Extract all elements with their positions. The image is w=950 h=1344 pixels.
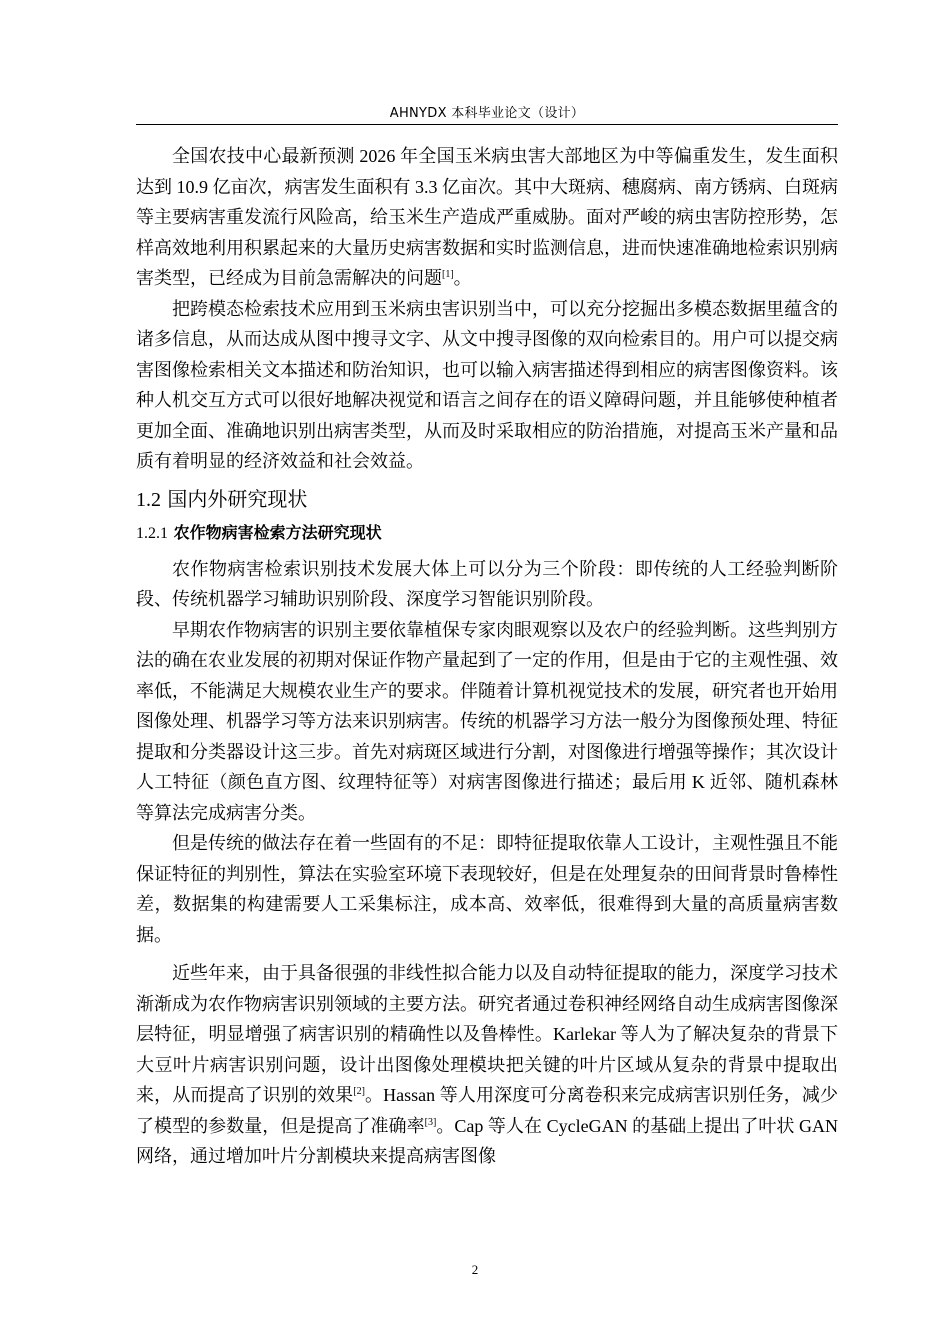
subsection-number: 1.2.1 bbox=[136, 524, 168, 542]
citation-3: [3] bbox=[424, 1116, 437, 1128]
running-header: AHNYDX 本科毕业论文（设计） bbox=[389, 106, 585, 121]
paragraph-4: 早期农作物病害的识别主要依靠植保专家肉眼观察以及农户的经验判断。这些判别方法的确在农业发展的初期对保证作物产量起到了一定的作用，但是由于它的主观性强、效率低，不能满足大规模农业生产的要求。伴随着计算机视觉技术的发展，研究者也开始用图像处理、机器学习等方法来识别病害。传统的机器学习方法一般分为图像预处理、特征提取和分类器设计这三步。首先对病斑区域进行分割，对图像进行增强等操作；其次设计人工特征（颜色直方图、纹理特征等）对病害图像进行描述；最后用 K 近邻、随机森林等算法完成病害分类。 bbox=[136, 619, 838, 823]
paragraph-6 bbox=[136, 958, 838, 1172]
subsection-title: 农作物病害检索方法研究现状 bbox=[173, 522, 382, 542]
section-title: 国内外研究现状 bbox=[167, 486, 308, 511]
paragraph-1 bbox=[136, 141, 838, 294]
paragraph-gap bbox=[136, 950, 838, 958]
paragraph-1-tail: 。 bbox=[453, 268, 472, 288]
header-rule bbox=[136, 124, 838, 125]
subsection-heading-1-2-1 bbox=[136, 519, 838, 548]
paragraph-5: 但是传统的做法存在着一些固有的不足：即特征提取依靠人工设计，主观性强且不能保证特征的判别性，算法在实验室环境下表现较好，但是在处理复杂的田间背景时鲁棒性差，数据集的构建需要人工采集标注，成本高、效率低，很难得到大量的高质量病害数据。 bbox=[136, 833, 838, 945]
paragraph-6-part3: 。Cap 等人在 CycleGAN 的基础上提出了叶状 GAN 网络，通过增加叶片分割模块来提高病害图像 bbox=[136, 1115, 838, 1166]
paragraph-3: 农作物病害检索识别技术发展大体上可以分为三个阶段：即传统的人工经验判断阶段、传统机器学习辅助识别阶段、深度学习智能识别阶段。 bbox=[136, 558, 838, 609]
paragraph-2: 把跨模态检索技术应用到玉米病虫害识别当中，可以充分挖掘出多模态数据里蕴含的诸多信息，从而达成从图中搜寻文字、从文中搜寻图像的双向检索目的。用户可以提交病害图像检索相关文本描述和防治知识，也可以输入病害描述得到相应的病害图像资料。该种人机交互方式可以很好地解决视觉和语言之间存在的语义障碍问题，并且能够使种植者更加全面、准确地识别出病害类型，从而及时采取相应的防治措施，对提高玉米产量和品质有着明显的经济效益和社会效益。 bbox=[136, 298, 838, 471]
paragraph-1-text: 全国农技中心最新预测 2026 年全国玉米病虫害大部地区为中等偏重发生，发生面积达到 10.9 亿亩次，病害发生面积有 3.3 亿亩次。其中大斑病、穗腐病、南方锈病、白斑病等主要病害重发流行风险高，给玉米生产造成严重威胁。面对严峻的病虫害防控形势，怎样高效地利用积累起来的大量历史病害数据和实时监测信息，进而快速准确地检索识别病害类型，已经成为目前急需解决的问题 bbox=[136, 146, 838, 288]
paragraph-6-part2: 。Hassan 等人用深度可分离卷积来完成病害识别任务，减少了模型的参数量，但是提高了准确率 bbox=[136, 1085, 838, 1136]
citation-2: [2] bbox=[353, 1086, 365, 1097]
section-number: 1.2 bbox=[136, 488, 161, 511]
paragraph-6-part1: 近些年来，由于具备很强的非线性拟合能力以及自动特征提取的能力，深度学习技术渐渐成为农作物病害识别领域的主要方法。研究者通过卷积神经网络自动生成病害图像深层特征，明显增强了病害识别的精确性以及鲁棒性。Karlekar 等人为了解决复杂的背景下大豆叶片病害识别问题，设计出图像处理模块把关键的叶片区域从复杂的背景中提取出来，从而提高了识别的效果 bbox=[136, 963, 838, 1105]
page-number: 2 bbox=[471, 1262, 479, 1277]
citation-1: [1] bbox=[442, 269, 454, 280]
body-text bbox=[136, 141, 838, 1172]
section-heading-1-2 bbox=[136, 484, 838, 515]
